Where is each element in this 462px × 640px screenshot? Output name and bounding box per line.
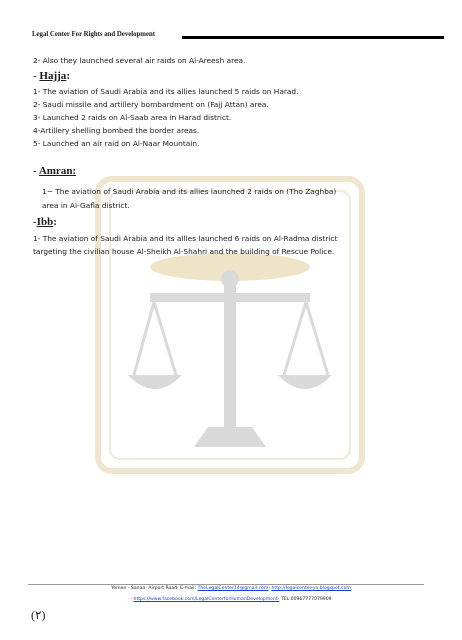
ibb-dash: - [33, 216, 37, 228]
amran-heading [33, 165, 76, 177]
watermark-pillar [224, 280, 236, 430]
page-number: (٢) [31, 608, 46, 622]
ibb-title: Ibb [36, 216, 54, 228]
header-rule [182, 36, 444, 39]
hajja-item-2: 2- Saudi missile and artillery bombardment on (Fajj Attan) area. [33, 100, 269, 109]
watermark-left-string-a [134, 302, 154, 375]
watermark-top-knob [221, 270, 239, 288]
watermark-left-string-b [154, 302, 176, 375]
footer-separator: - [268, 586, 272, 591]
hajja-dash: - [33, 70, 37, 82]
footer-dash: - [130, 597, 134, 602]
watermark-right-string-b [306, 302, 328, 375]
hajja-item-1: 1- The aviation of Saudi Arabia and its allies launched 5 raids on Harad. [33, 87, 299, 96]
ibb-line-2: targeting the civilian house Al-Sheikh Al-Shahri and the building of Rescue Police. [33, 247, 335, 256]
footer-facebook-link[interactable]: https://www.facebook.com/LegalCenterforHumanDevelopment- [133, 597, 280, 602]
amran-dash: - [33, 165, 37, 177]
footer-phone: TEL:00967777079909 [279, 597, 332, 602]
watermark-left-pan [128, 375, 182, 389]
footer-line-1 [0, 586, 462, 592]
page-header [32, 31, 422, 43]
hajja-item-5: 5- Launched an air raid on Al-Naar Mountain. [33, 139, 200, 148]
footer-address: Yemen - Sanaa- Airport Road- E-mail: [111, 586, 198, 591]
header-title: Legal Center For Rights and Development [32, 31, 156, 38]
footer-rule [28, 584, 424, 585]
footer-email-link[interactable]: TheLegalCenter14@gmail.com [197, 586, 269, 591]
footer-blog-link[interactable]: http://legalcenter-ye.blogspot.com [271, 586, 351, 591]
scales-of-justice-watermark [90, 175, 370, 475]
amran-line-1: 1− The aviation of Saudi Arabia and its allies launched 2 raids on (Tho Zaghba) [42, 187, 337, 196]
watermark-right-string-a [284, 302, 306, 375]
hajja-title: Hajja [39, 70, 67, 82]
hajja-colon: : [66, 70, 70, 82]
hajja-item-4: 4-Artillery shelling bombed the border areas. [33, 126, 200, 135]
hajja-heading [33, 70, 70, 82]
intro-line: 2- Also they launched several air raids on Al-Areesh area. [33, 56, 246, 65]
footer-line-2 [0, 597, 462, 603]
watermark-right-pan [278, 375, 332, 389]
ibb-line-1: 1- The aviation of Saudi Arabia and its allies launched 6 raids on Al-Radma district [33, 234, 338, 243]
ibb-heading [33, 216, 57, 228]
hajja-item-3: 3- Launched 2 raids on Al-Saab area in Harad district. [33, 113, 232, 122]
ibb-colon: : [53, 216, 57, 228]
watermark-base [194, 427, 266, 447]
amran-line-2: area in Al-Gafla district. [42, 201, 130, 210]
amran-title: Amran: [38, 165, 77, 177]
